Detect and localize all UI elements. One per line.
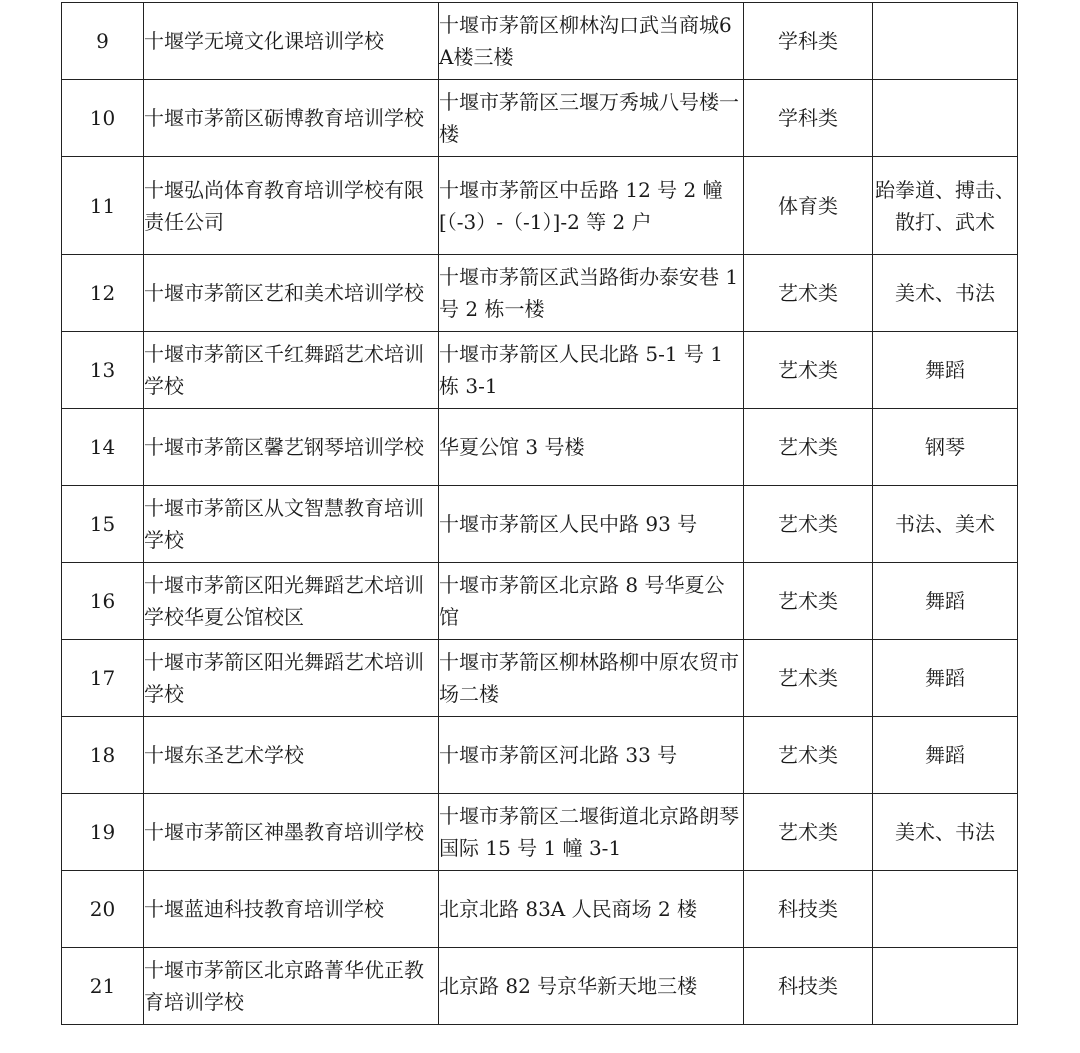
table-row bbox=[62, 640, 1018, 717]
school-category: 科技类 bbox=[744, 948, 873, 1025]
row-index: 19 bbox=[62, 794, 144, 871]
school-name: 十堰市茅箭区馨艺钢琴培训学校 bbox=[144, 409, 439, 486]
school-address: 华夏公馆 3 号楼 bbox=[439, 409, 744, 486]
training-items: 美术、书法 bbox=[873, 794, 1018, 871]
school-category: 学科类 bbox=[744, 80, 873, 157]
training-items bbox=[873, 80, 1018, 157]
row-index: 9 bbox=[62, 3, 144, 80]
school-name: 十堰东圣艺术学校 bbox=[144, 717, 439, 794]
school-category: 艺术类 bbox=[744, 486, 873, 563]
table-row bbox=[62, 563, 1018, 640]
school-category: 艺术类 bbox=[744, 255, 873, 332]
training-items: 舞蹈 bbox=[873, 717, 1018, 794]
school-category: 体育类 bbox=[744, 157, 873, 255]
row-index: 21 bbox=[62, 948, 144, 1025]
school-address: 北京北路 83A 人民商场 2 楼 bbox=[439, 871, 744, 948]
training-items: 书法、美术 bbox=[873, 486, 1018, 563]
school-category: 艺术类 bbox=[744, 717, 873, 794]
training-items: 舞蹈 bbox=[873, 563, 1018, 640]
school-name: 十堰蓝迪科技教育培训学校 bbox=[144, 871, 439, 948]
table-row bbox=[62, 80, 1018, 157]
table-row bbox=[62, 948, 1018, 1025]
school-name: 十堰学无境文化课培训学校 bbox=[144, 3, 439, 80]
school-name: 十堰市茅箭区艺和美术培训学校 bbox=[144, 255, 439, 332]
row-index: 16 bbox=[62, 563, 144, 640]
school-category: 艺术类 bbox=[744, 563, 873, 640]
training-items: 舞蹈 bbox=[873, 640, 1018, 717]
training-items: 钢琴 bbox=[873, 409, 1018, 486]
row-index: 11 bbox=[62, 157, 144, 255]
school-address: 北京路 82 号京华新天地三楼 bbox=[439, 948, 744, 1025]
school-category: 科技类 bbox=[744, 871, 873, 948]
school-category: 艺术类 bbox=[744, 640, 873, 717]
row-index: 12 bbox=[62, 255, 144, 332]
school-address: 十堰市茅箭区人民中路 93 号 bbox=[439, 486, 744, 563]
row-index: 14 bbox=[62, 409, 144, 486]
school-name: 十堰弘尚体育教育培训学校有限责任公司 bbox=[144, 157, 439, 255]
row-index: 17 bbox=[62, 640, 144, 717]
table-row bbox=[62, 794, 1018, 871]
row-index: 20 bbox=[62, 871, 144, 948]
table-row bbox=[62, 871, 1018, 948]
school-name: 十堰市茅箭区从文智慧教育培训学校 bbox=[144, 486, 439, 563]
table-row bbox=[62, 717, 1018, 794]
row-index: 15 bbox=[62, 486, 144, 563]
school-address: 十堰市茅箭区三堰万秀城八号楼一楼 bbox=[439, 80, 744, 157]
school-category: 学科类 bbox=[744, 3, 873, 80]
table-row bbox=[62, 486, 1018, 563]
school-address: 十堰市茅箭区二堰街道北京路朗琴国际 15 号 1 幢 3-1 bbox=[439, 794, 744, 871]
training-items bbox=[873, 948, 1018, 1025]
row-index: 13 bbox=[62, 332, 144, 409]
school-name: 十堰市茅箭区神墨教育培训学校 bbox=[144, 794, 439, 871]
training-items bbox=[873, 871, 1018, 948]
school-category: 艺术类 bbox=[744, 332, 873, 409]
row-index: 18 bbox=[62, 717, 144, 794]
school-address: 十堰市茅箭区河北路 33 号 bbox=[439, 717, 744, 794]
table-row bbox=[62, 332, 1018, 409]
school-address: 十堰市茅箭区中岳路 12 号 2 幢[（-3）-（-1）]-2 等 2 户 bbox=[439, 157, 744, 255]
school-address: 十堰市茅箭区柳林沟口武当商城6A楼三楼 bbox=[439, 3, 744, 80]
school-name: 十堰市茅箭区阳光舞蹈艺术培训学校 bbox=[144, 640, 439, 717]
training-items bbox=[873, 3, 1018, 80]
training-items: 舞蹈 bbox=[873, 332, 1018, 409]
school-name: 十堰市茅箭区北京路菁华优正教育培训学校 bbox=[144, 948, 439, 1025]
school-list-table bbox=[61, 2, 1018, 1025]
school-name: 十堰市茅箭区阳光舞蹈艺术培训学校华夏公馆校区 bbox=[144, 563, 439, 640]
school-address: 十堰市茅箭区武当路街办泰安巷 1 号 2 栋一楼 bbox=[439, 255, 744, 332]
school-category: 艺术类 bbox=[744, 409, 873, 486]
table-row bbox=[62, 255, 1018, 332]
school-address: 十堰市茅箭区人民北路 5-1 号 1 栋 3-1 bbox=[439, 332, 744, 409]
training-items: 跆拳道、搏击、散打、武术 bbox=[873, 157, 1018, 255]
training-items: 美术、书法 bbox=[873, 255, 1018, 332]
table-row bbox=[62, 157, 1018, 255]
school-name: 十堰市茅箭区千红舞蹈艺术培训学校 bbox=[144, 332, 439, 409]
table-row bbox=[62, 409, 1018, 486]
school-address: 十堰市茅箭区北京路 8 号华夏公馆 bbox=[439, 563, 744, 640]
school-address: 十堰市茅箭区柳林路柳中原农贸市场二楼 bbox=[439, 640, 744, 717]
table-row bbox=[62, 3, 1018, 80]
school-category: 艺术类 bbox=[744, 794, 873, 871]
school-name: 十堰市茅箭区砺博教育培训学校 bbox=[144, 80, 439, 157]
row-index: 10 bbox=[62, 80, 144, 157]
